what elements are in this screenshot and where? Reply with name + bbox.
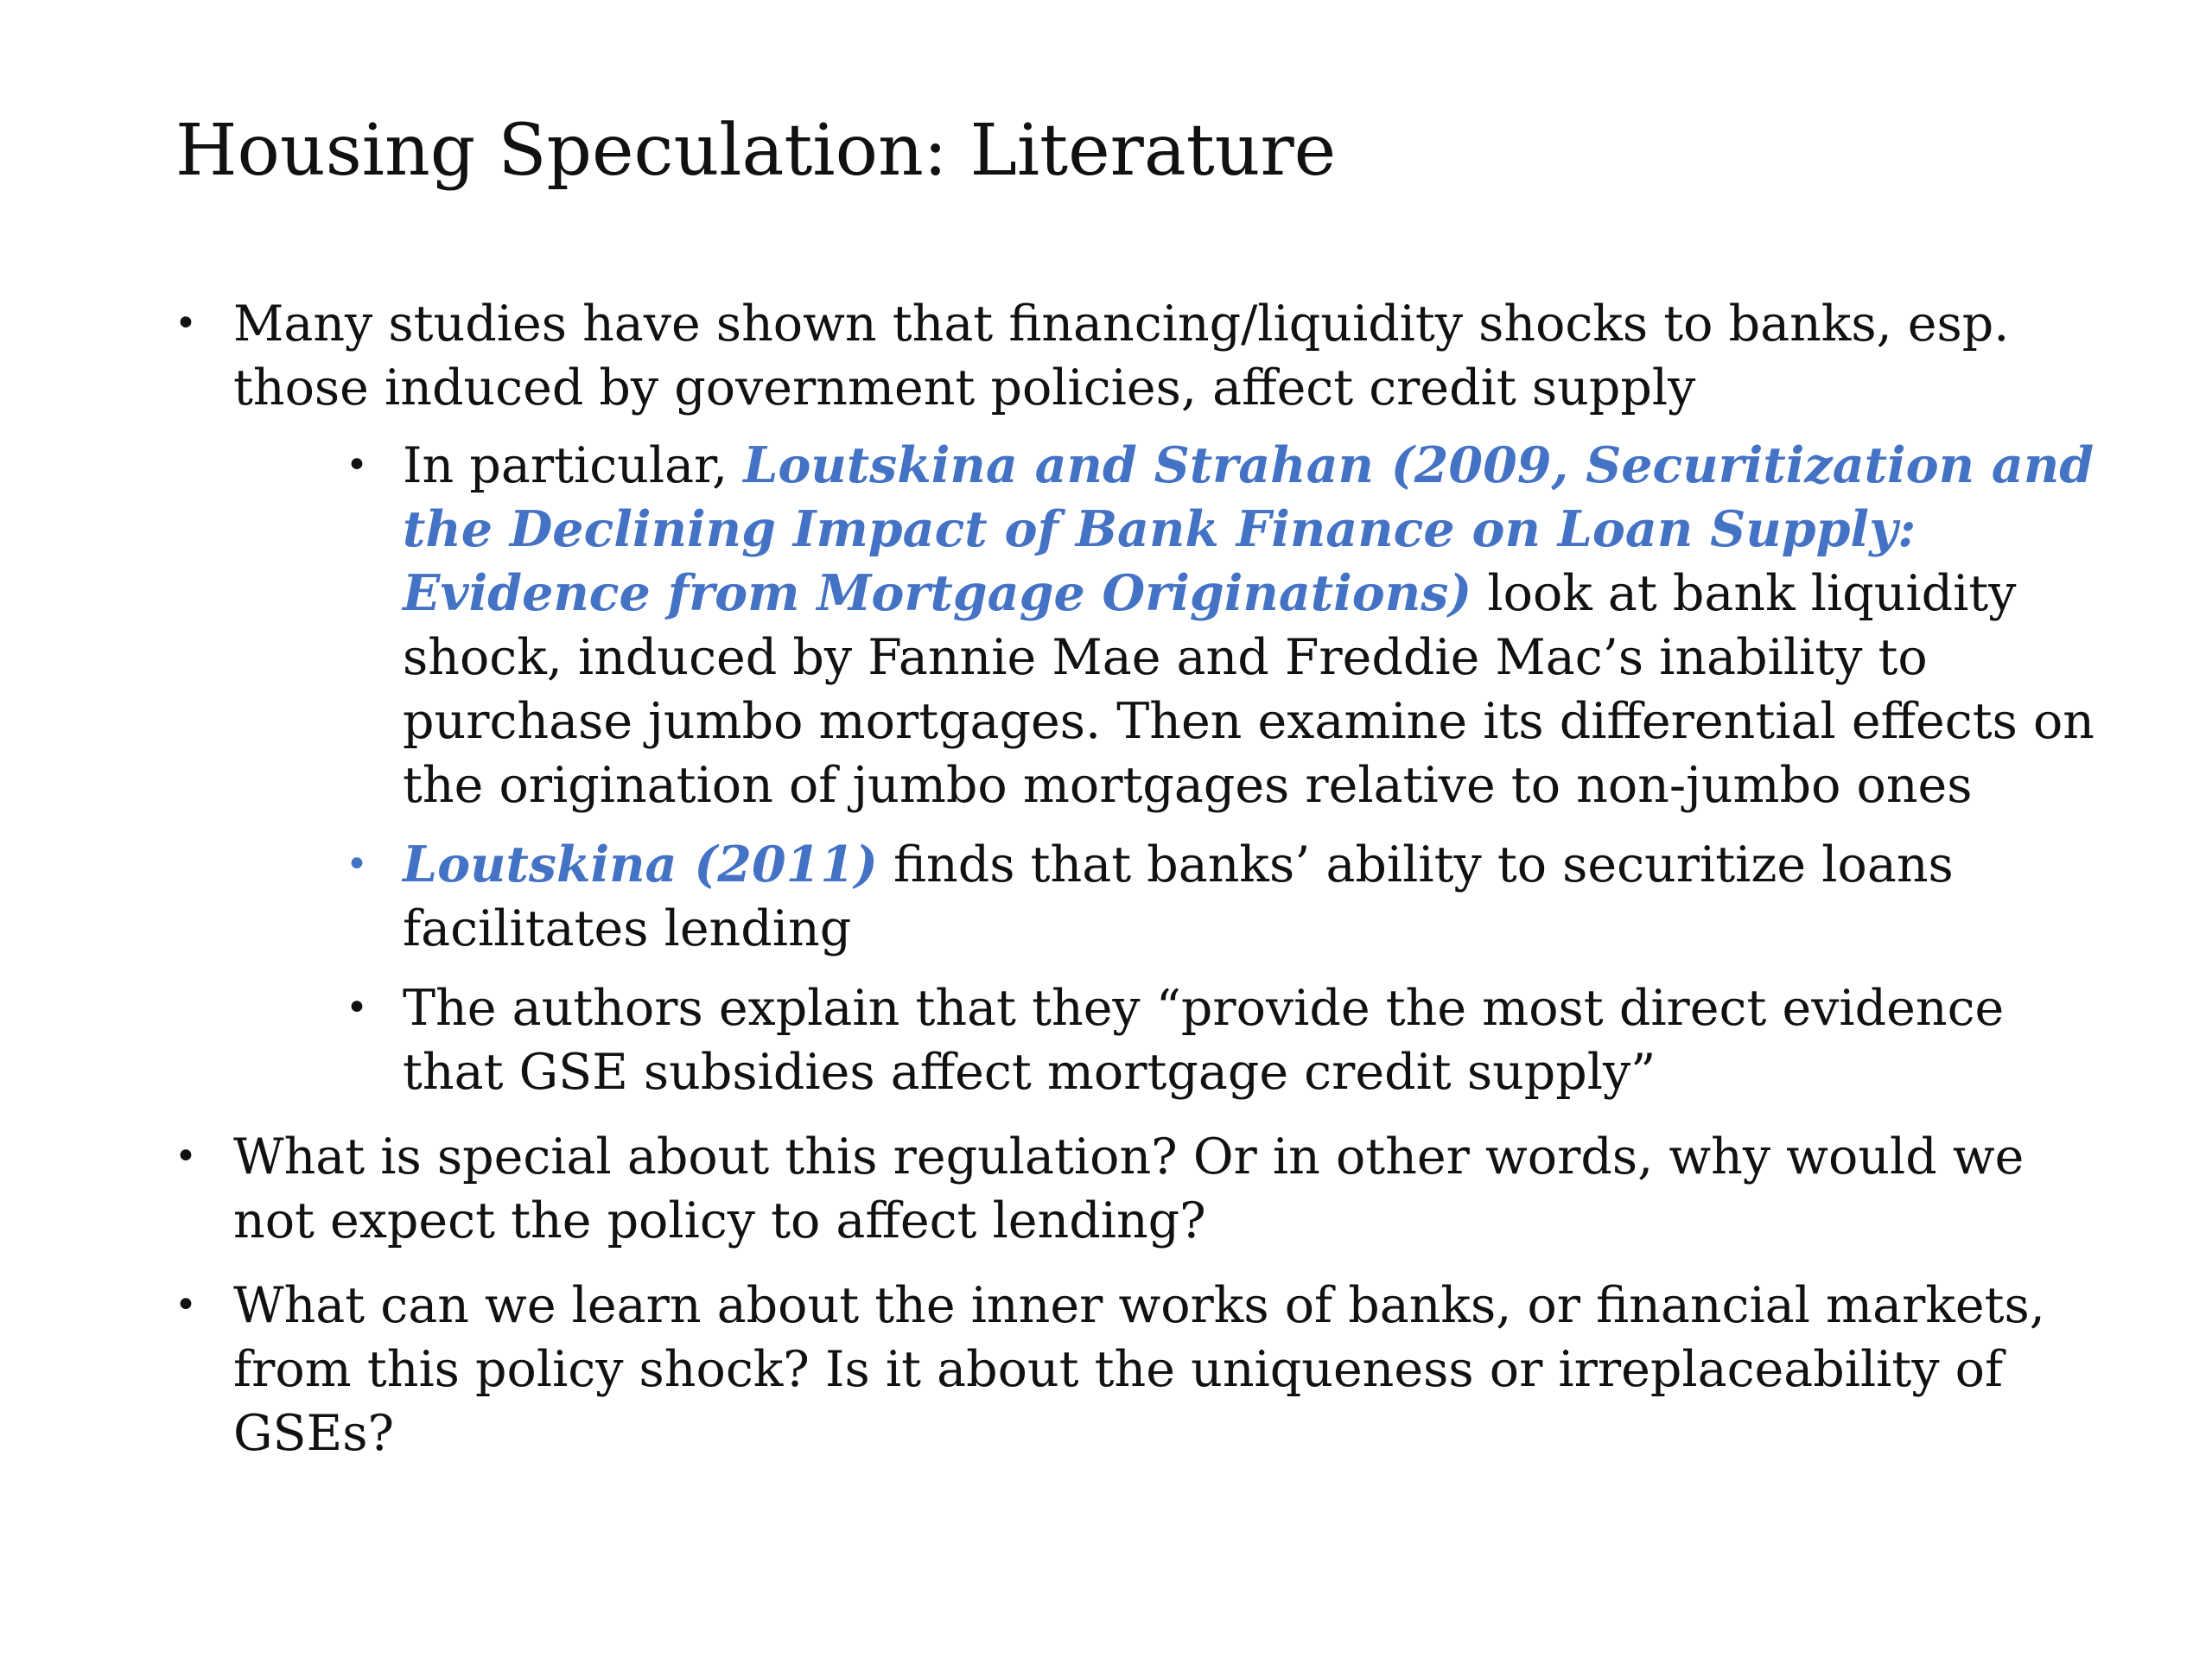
bullet-text: Many studies have shown that financing/liquidity shocks to banks, esp. those induced by government policies, affect credit supply [233,296,2010,416]
citation-link[interactable]: Loutskina and Strahan (2009, Securitization and the Declining Impact of Bank Finance on Loan Supply: Evidence from Mortgage Originations) [403,436,2094,622]
slide-title: Housing Speculation: Literature [175,110,1337,192]
sub-bullet-item [346,976,2108,1104]
bullet-item [173,1274,2108,1465]
bullet-dot: • [346,443,368,487]
bullet-dot: • [175,1135,197,1179]
sub-bullet-prefix: In particular, [403,437,744,494]
bullet-list [173,292,2108,1486]
sub-bullet-text: finds that banks’ ability to securitize loans facilitates lending [403,836,1954,957]
bullet-dot: • [346,986,368,1030]
sub-bullet-text: The authors explain that they “provide the most direct evidence that GSE subsidies affect mortgage credit supply” [403,980,2005,1101]
bullet-dot: • [346,842,368,887]
citation-link[interactable]: Loutskina (2011) [403,836,878,893]
sub-bullet-list [233,434,2108,1104]
bullet-dot: • [175,302,197,346]
bullet-item [173,292,2108,1104]
bullet-dot: • [175,1283,197,1327]
bullet-text: What can we learn about the inner works of banks, or financial markets, from this policy shock? Is it about the uniqueness or irreplaceability of GSEs? [233,1277,2045,1462]
sub-bullet-item [346,434,2108,817]
sub-bullet-item [346,833,2108,961]
bullet-text: What is special about this regulation? Or in other words, why would we not expect the policy to affect lending? [233,1128,2024,1249]
bullet-item [173,1125,2108,1253]
sub-bullet-text: look at bank liquidity shock, induced by Fannie Mae and Freddie Mac’s inability to purchase jumbo mortgages. Then examine its differential effects on the origination of jumbo mortgages relative to non-jumbo ones [403,565,2095,814]
